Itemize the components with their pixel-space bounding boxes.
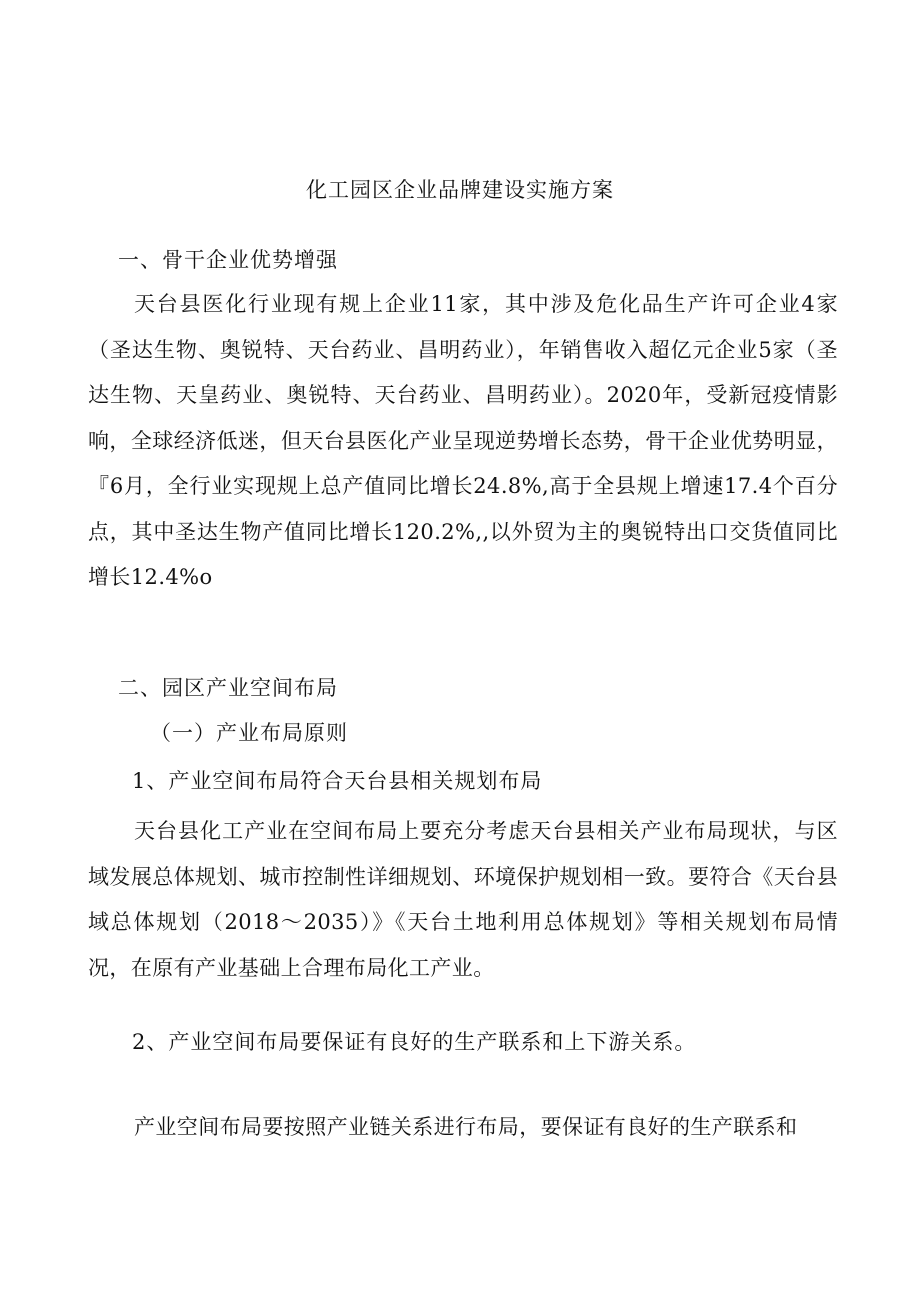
section-2-subheading: （一）产业布局原则 (150, 721, 348, 745)
item-2-heading: 2、产业空间布局要保证有良好的生产联系和上下游关系。 (132, 1030, 697, 1054)
document-title: 化工园区企业品牌建设实施方案 (306, 178, 614, 202)
item-1-paragraph: 天台县化工产业在空间布局上要充分考虑天台县相关产业布局现状，与区域发展总体规划、城市控制性详细规划、环境保护规划相一致。要符合《天台县域总体规划（2018～2035）》《天台土地利用总体规划》等相关规划布局情况，在原有产业基础上合理布局化工产业。 (88, 819, 838, 980)
item-2-paragraph: 产业空间布局要按照产业链关系进行布局，要保证有良好的生产联系和 (134, 1115, 798, 1139)
section-1-paragraph: 天台县医化行业现有规上企业11家，其中涉及危化品生产许可企业4家（圣达生物、奥锐特、天台药业、昌明药业），年销售收入超亿元企业5家（圣达生物、天皇药业、奥锐特、天台药业、昌明药业）。2020年，受新冠疫情影响，全球经济低迷，但天台县医化产业呈现逆势增长态势，骨干企业优势明显，『6月，全行业实现规上总产值同比增长24.8%,高于全县规上增速17.4个百分点，其中圣达生物产值同比增长120.2%,,以外贸为主的奥锐特出口交货值同比增长12.4%o (88, 292, 838, 589)
item-1-heading: 1、产业空间布局符合天台县相关规划布局 (132, 769, 543, 793)
section-1-heading: 一、骨干企业优势增强 (118, 248, 338, 272)
section-2-heading: 二、园区产业空间布局 (118, 676, 338, 700)
